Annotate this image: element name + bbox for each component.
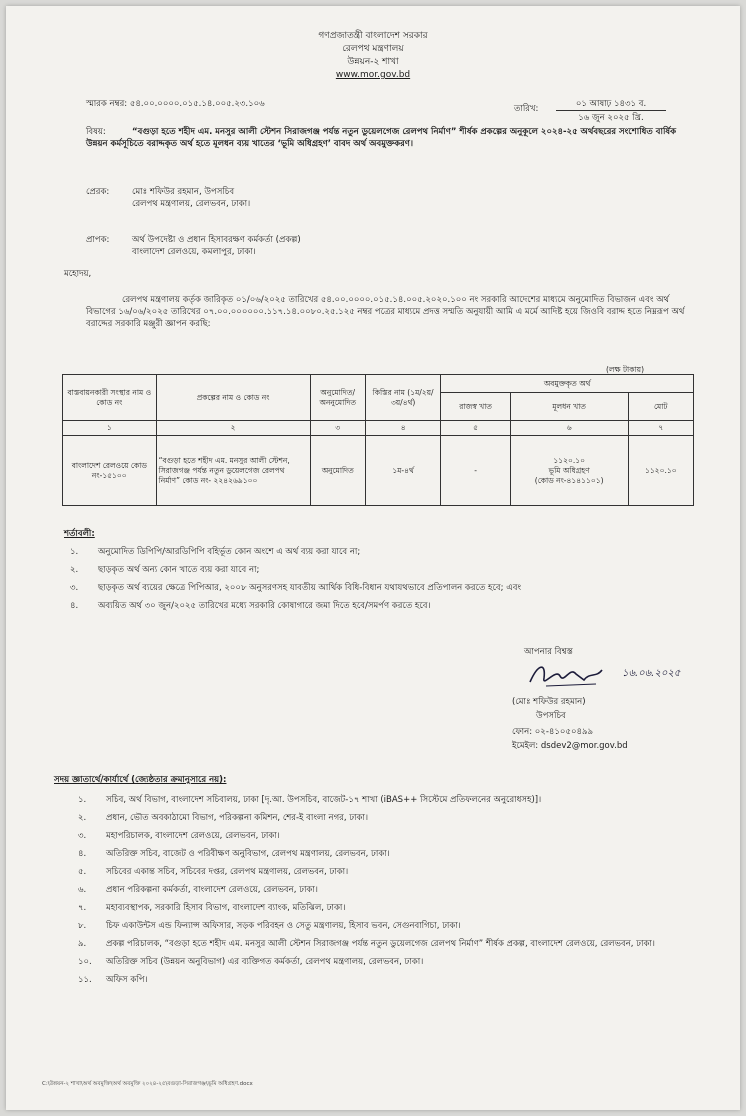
- file-path-footer: C:\উন্নয়ন-২ শাখা\অর্থ অবমুক্তি\অর্থ অবমুক্তি ২০২৪-২৫\বগুড়া-সিরাজগঞ্জ\ভূমি অধিগ্রহণ.docx: [42, 1081, 253, 1087]
- section-name: উন্নয়ন-২ শাখা: [347, 57, 399, 67]
- table-row: [63, 436, 694, 506]
- subject-block: [86, 126, 696, 150]
- signatory-designation: উপসচিব: [536, 711, 566, 721]
- sender-name: মোঃ শফিউর রহমান, উপসচিব: [132, 187, 235, 197]
- cell-approved: অনুমোদিত: [310, 436, 365, 506]
- signatory-phone: ফোন: ০২-৪১০৫০৪৯৯: [512, 727, 594, 737]
- date-label: তারিখ:: [514, 104, 539, 114]
- capital-code: (কোড নং-৪১৪১১০১): [534, 475, 604, 485]
- cell-total: ১১২০.১০: [628, 436, 693, 506]
- signature-scribble: [526, 658, 626, 692]
- table-unit-note: (লক্ষ টাকায়): [606, 365, 645, 374]
- list-item: ১. সচিব, অর্থ বিভাগ, বাংলাদেশ সচিবালয়, ঢাকা [দৃ.আ. উপসচিব, বাজেট-১৭ শাখা (iBAS++ সিস্টেমে প্রতিফলনের অনুরোধসহ)]।: [78, 795, 542, 805]
- recipient-name: অর্থ উপদেষ্টা ও প্রধান হিসাবরক্ষণ কর্মকর্তা (প্রকল্প): [132, 235, 301, 245]
- conditions-title: শর্তাবলী:: [64, 529, 95, 539]
- capital-desc: ভূমি অধিগ্রহণ: [548, 465, 590, 475]
- recipient-label: প্রাপক:: [86, 235, 110, 245]
- list-item: ৩. ছাড়কৃত অর্থ ব্যয়ের ক্ষেত্রে পিপিআর, ২০০৮ অনুসরণসহ যাবতীয় আর্থিক বিধি-বিধান যথাযথভাবে প্রতিপালন করতে হবে; এবং: [70, 583, 522, 593]
- list-item: ৩. মহাপরিচালক, বাংলাদেশ রেলওয়ে, রেলভবন, ঢাকা।: [78, 831, 280, 841]
- cell-agency: বাংলাদেশ রেলওয়ে কোড নং-১৫১০০: [63, 436, 157, 506]
- list-item: ২. প্রধান, ভৌত অবকাঠামো বিভাগ, পরিকল্পনা কমিশন, শের-ই বাংলা নগর, ঢাকা।: [78, 813, 368, 823]
- cell-revenue: -: [441, 436, 510, 506]
- header-approved: অনুমোদিত/ অননুমোদিত: [310, 375, 365, 421]
- signature-date: ১৬.০৬.২০২৫: [622, 668, 681, 679]
- list-item: ১১. অফিস কপি।: [78, 975, 148, 985]
- list-item: ৪. অব্যয়িত অর্থ ৩০ জুন/২০২৫ তারিখের মধ্যে সরকারি কোষাগারে জমা দিতে হবে/সমর্পণ করতে হবে।: [70, 601, 431, 611]
- col-num: ৬: [510, 421, 628, 436]
- allocation-table: [62, 374, 694, 506]
- header-project: প্রকল্পের নাম ও কোড নং: [156, 375, 310, 421]
- closing-line: আপনার বিশ্বস্ত: [524, 647, 573, 657]
- ministry-name: রেলপথ মন্ত্রণালয়: [342, 44, 404, 54]
- sender-office: রেলপথ মন্ত্রণালয়, রেলভবন, ঢাকা।: [132, 199, 251, 209]
- body-paragraph: রেলপথ মন্ত্রণালয় কর্তৃক জারিকৃত ০১/০৬/২০২৫ তারিখের ৫৪.০০.০০০০.০১৫.১৪.০০৫.২০২০.১০০ নং সরকারি আদেশের মাধ্যমে অনুমোদিত বিভাজন এবং অর্থ বিভাগের ১৬/০৬/২০২৫ তারিখের ০৭.০০.০০০০০০.১১৭.১৪.০০৮০.২৫.১২৫ নম্বর পত্রের মাধ্যমে প্রদত্ত সম্মতি অনুযায়ী আমি এ মর্মে আদিষ্ট হয়ে জিওবি বরাদ্দ হতে নিম্নরূপ অর্থ বরাদ্দের সরকারি মঞ্জুরী জ্ঞাপন করছি:: [86, 295, 685, 329]
- cell-installment: ১ম-৪র্থ: [365, 436, 440, 506]
- cell-project: “বগুড়া হতে শহীদ এম. মনসুর আলী স্টেশন, সিরাজগঞ্জ পর্যন্ত নতুন ডুয়েলগেজ রেলপথ নির্মাণ” কোড নং- ২২৪২৬৯১০০: [156, 436, 310, 506]
- distribution-list: [66, 794, 740, 992]
- recipient-office: বাংলাদেশ রেলওয়ে, কমলাপুর, ঢাকা।: [132, 247, 256, 257]
- document-page: [6, 6, 740, 1110]
- subject-label: বিষয়:: [86, 127, 106, 137]
- list-item: ৫. সচিবের একান্ত সচিব, সচিবের দপ্তর, রেলপথ মন্ত্রণালয়, রেলভবন, ঢাকা।: [78, 867, 349, 877]
- sender-block: [86, 186, 250, 210]
- website-link[interactable]: www.mor.gov.bd: [335, 70, 411, 80]
- signatory-email[interactable]: ইমেইল: dsdev2@mor.gov.bd: [512, 741, 628, 751]
- memo-number: স্মারক নম্বর: ৫৪.০০.০০০০.০১৫.১৪.০০৫.২৩.১০৬: [86, 99, 265, 109]
- distribution-title: সদয় জ্ঞাতার্থে/কার্যার্থে (জ্যেষ্ঠতার ক্রমানুসারে নয়):: [54, 775, 227, 785]
- header-total: মোট: [628, 393, 693, 421]
- header-installment: কিস্তির নাম (১ম/২য়/৩য়/৪র্থ): [365, 375, 440, 421]
- list-item: ৭. মহাব্যবস্থাপক, সরকারি হিসাব বিভাগ, বাংলাদেশ ব্যাংক, মতিঝিল, ঢাকা।: [78, 903, 346, 913]
- col-num: ৫: [441, 421, 510, 436]
- salutation: মহোদয়,: [64, 269, 92, 279]
- conditions-list: [66, 546, 738, 618]
- list-item: ২. ছাড়কৃত অর্থ অন্য কোন খাতে ব্যয় করা যাবে না;: [70, 565, 260, 575]
- subject-text: “বগুড়া হতে শহীদ এম. মনসুর আলী স্টেশন সিরাজগঞ্জ পর্যন্ত নতুন ডুয়েলগেজ রেলপথ নির্মাণ” শীর্ষক প্রকল্পের অনুকূলে ২০২৪-২৫ অর্থবছরের সংশোধিত বার্ষিক উন্নয়ন কর্মসূচিতে বরাদ্দকৃত অর্থ হতে মূলধন ব্যয় খাতের ‘ভূমি অধিগ্রহণ’ বাবদ অর্থ অবমুক্তকরণ।: [86, 127, 677, 149]
- recipient-block: [86, 234, 301, 258]
- list-item: ৮. চিফ একাউন্টস এন্ড ফিন্যান্স অফিসার, সড়ক পরিবহন ও সেতু মন্ত্রণালয়, হিসাব ভবন, সেগুনবাগিচা, ঢাকা।: [78, 921, 461, 931]
- col-num: ৭: [628, 421, 693, 436]
- list-item: ৬. প্রধান পরিকল্পনা কর্মকর্তা, বাংলাদেশ রেলওয়ে, রেলভবন, ঢাকা।: [78, 885, 318, 895]
- date-english: ১৬ জুন ২০২৫ খ্রি.: [578, 113, 644, 123]
- header-allotted: অবমুক্তকৃত অর্থ: [441, 375, 694, 393]
- capital-amount: ১১২০.১০: [553, 455, 585, 465]
- list-item: ৯. প্রকল্প পরিচালক, “বগুড়া হতে শহীদ এম. মনসুর আলী স্টেশন সিরাজগঞ্জ পর্যন্ত নতুন ডুয়েলগেজ রেলপথ নির্মাণ” শীর্ষক প্রকল্প, বাংলাদেশ রেলওয়ে, রেলভবন, ঢাকা।: [78, 939, 655, 949]
- column-number-row: [63, 421, 694, 436]
- date-bangla: ০১ আষাঢ় ১৪৩১ ব.: [556, 98, 666, 111]
- col-num: ২: [156, 421, 310, 436]
- list-item: ৪. অতিরিক্ত সচিব, বাজেট ও পরিবীক্ষণ অনুবিভাগ, রেলপথ মন্ত্রণালয়, রেলভবন, ঢাকা।: [78, 849, 390, 859]
- header-capital: মূলধন খাত: [510, 393, 628, 421]
- list-item: ১. অনুমোদিত ডিপিপি/আরডিপিপি বহির্ভূত কোন অংশে এ অর্থ ব্যয় করা যাবে না;: [70, 547, 361, 557]
- cell-capital: [510, 436, 628, 506]
- government-title: গণপ্রজাতন্ত্রী বাংলাদেশ সরকার: [318, 31, 428, 41]
- col-num: ১: [63, 421, 157, 436]
- col-num: ৩: [310, 421, 365, 436]
- list-item: ১০. অতিরিক্ত সচিব (উন্নয়ন অনুবিভাগ) এর ব্যক্তিগত কর্মকর্তা, রেলপথ মন্ত্রণালয়, রেলভবন, ঢাকা।: [78, 957, 424, 967]
- col-num: ৪: [365, 421, 440, 436]
- signatory-name: (মোঃ শফিউর রহমান): [512, 697, 586, 707]
- header-agency: বাস্তবায়নকারী সংস্থার নাম ও কোড নং: [63, 375, 157, 421]
- sender-label: প্রেরক:: [86, 187, 110, 197]
- header-revenue: রাজস্ব খাত: [441, 393, 510, 421]
